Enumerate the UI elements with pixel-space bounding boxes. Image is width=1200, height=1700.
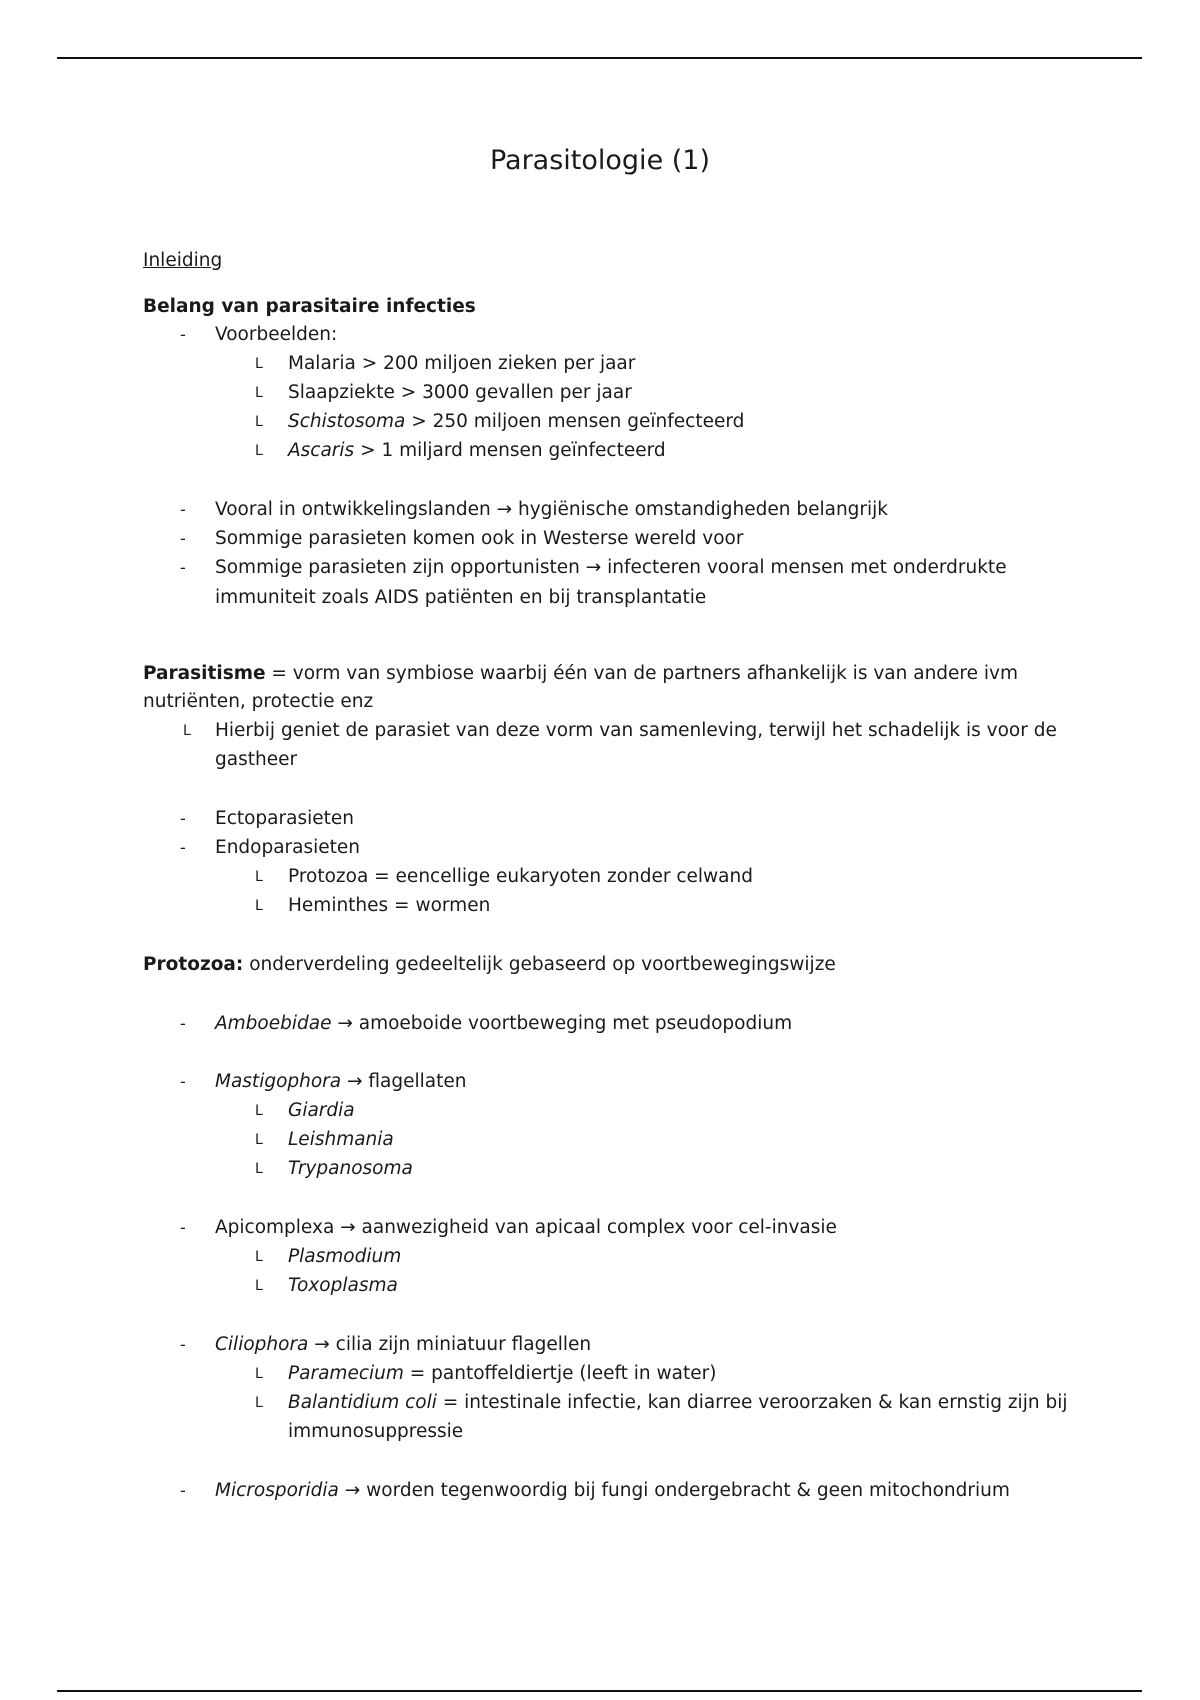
bullet-endoparasieten: Endoparasieten: [215, 837, 361, 858]
bullet-mastigophora: [215, 1069, 466, 1095]
trypanosoma-name: Trypanosoma: [288, 1158, 413, 1179]
protozoa-def: onderverdeling gedeeltelijk gebaseerd op voortbewegingswijze: [243, 954, 836, 975]
parasitisme-term: Parasitisme: [143, 663, 266, 684]
sub-marker: L: [255, 1103, 263, 1119]
example-ascaris-name: Ascaris: [288, 440, 355, 461]
dash-marker: -: [180, 325, 186, 344]
mast-leishmania: [288, 1127, 394, 1153]
microsporidia-desc: → worden tegenwoordig bij fungi ondergebracht & geen mitochondrium: [338, 1480, 1010, 1501]
balantidium-desc: = intestinale infectie, kan diarree veroorzaken & kan ernstig zijn bij: [436, 1392, 1068, 1413]
giardia-name: Giardia: [288, 1100, 355, 1121]
paramecium-name: Paramecium: [288, 1363, 404, 1384]
endo-heminthes: Heminthes = wormen: [288, 895, 491, 916]
bullet-ciliophora: [215, 1332, 591, 1358]
example-ascaris-text: > 1 miljard mensen geïnfecteerd: [354, 440, 666, 461]
api-plasmodium: [288, 1244, 401, 1270]
header-rule: [57, 57, 1142, 59]
parasitisme-definition: [143, 661, 1018, 687]
sub-marker: L: [255, 1132, 263, 1148]
bullet-ectoparasieten: Ectoparasieten: [215, 808, 354, 829]
amboebidae-name: Amboebidae: [215, 1013, 332, 1034]
ciliophora-name: Ciliophora: [215, 1334, 309, 1355]
protozoa-term: Protozoa:: [143, 954, 244, 975]
sub-marker: L: [255, 356, 263, 372]
sub-marker: L: [255, 1161, 263, 1177]
dash-marker: -: [180, 1218, 186, 1237]
cil-balantidium-cont: immunosuppressie: [288, 1421, 464, 1442]
voorbeelden-label: Voorbeelden:: [215, 324, 338, 345]
microsporidia-name: Microsporidia: [215, 1480, 339, 1501]
parasitisme-note-cont: gastheer: [215, 749, 298, 770]
leishmania-name: Leishmania: [288, 1129, 394, 1150]
dash-marker: -: [180, 809, 186, 828]
dash-marker: -: [180, 500, 186, 519]
heading-belang: [143, 294, 476, 320]
dash-marker: -: [180, 1014, 186, 1033]
example-schistosoma-name: Schistosoma: [288, 411, 406, 432]
mast-trypanosoma: [288, 1156, 413, 1182]
mastigophora-name: Mastigophora: [215, 1071, 342, 1092]
parasitisme-note: Hierbij geniet de parasiet van deze vorm van samenleving, terwijl het schadelijk is voor de: [215, 720, 1057, 741]
api-toxoplasma: [288, 1273, 398, 1299]
sub-marker: L: [255, 1278, 263, 1294]
paramecium-desc: = pantoffeldiertje (leeft in water): [403, 1363, 717, 1384]
sub-marker: L: [255, 1366, 263, 1382]
mast-giardia: [288, 1098, 355, 1124]
example-schistosoma: [288, 409, 744, 435]
heading-belang-text: Belang van parasitaire infecties: [143, 296, 476, 317]
dash-marker: -: [180, 1072, 186, 1091]
page-title: Parasitologie (1): [489, 145, 711, 176]
toxoplasma-name: Toxoplasma: [288, 1275, 398, 1296]
example-slaapziekte: Slaapziekte > 3000 gevallen per jaar: [288, 382, 632, 403]
amboebidae-desc: → amoeboide voortbeweging met pseudopodium: [331, 1013, 793, 1034]
cil-paramecium: [288, 1361, 716, 1387]
parasitisme-def: = vorm van symbiose waarbij één van de partners afhankelijk is van andere ivm: [265, 663, 1018, 684]
bullet-opportunisten-cont: immuniteit zoals AIDS patiënten en bij transplantatie: [215, 587, 707, 608]
bullet-westerse-wereld: Sommige parasieten komen ook in Westerse wereld voor: [215, 528, 744, 549]
dash-marker: -: [180, 1335, 186, 1354]
balantidium-name: Balantidium coli: [288, 1392, 437, 1413]
example-schistosoma-text: > 250 miljoen mensen geïnfecteerd: [405, 411, 745, 432]
endo-protozoa: Protozoa = eencellige eukaryoten zonder celwand: [288, 866, 753, 887]
sub-marker: L: [255, 385, 263, 401]
bullet-apicomplexa: Apicomplexa → aanwezigheid van apicaal complex voor cel-invasie: [215, 1217, 837, 1238]
mastigophora-desc: → flagellaten: [341, 1071, 467, 1092]
sub-marker: L: [255, 869, 263, 885]
example-ascaris: [288, 438, 666, 464]
sub-marker: L: [183, 723, 191, 739]
protozoa-definition: [143, 952, 836, 978]
dash-marker: -: [180, 838, 186, 857]
sub-marker: L: [255, 1249, 263, 1265]
bullet-opportunisten: Sommige parasieten zijn opportunisten → infecteren vooral mensen met onderdrukte: [215, 557, 1007, 578]
dash-marker: -: [180, 558, 186, 577]
example-malaria: Malaria > 200 miljoen zieken per jaar: [288, 353, 636, 374]
section-heading-inleiding: Inleiding: [143, 250, 223, 271]
dash-marker: -: [180, 529, 186, 548]
bullet-amboebidae: [215, 1011, 792, 1037]
footer-rule: [57, 1690, 1142, 1692]
plasmodium-name: Plasmodium: [288, 1246, 402, 1267]
bullet-ontwikkelingslanden: Vooral in ontwikkelingslanden → hygiënische omstandigheden belangrijk: [215, 499, 889, 520]
parasitisme-definition-cont: nutriënten, protectie enz: [143, 691, 374, 712]
cil-balantidium: [288, 1390, 1067, 1416]
ciliophora-desc: → cilia zijn miniatuur flagellen: [308, 1334, 592, 1355]
sub-marker: L: [255, 443, 263, 459]
bullet-microsporidia: [215, 1478, 1010, 1504]
sub-marker: L: [255, 898, 263, 914]
sub-marker: L: [255, 1395, 263, 1411]
dash-marker: -: [180, 1481, 186, 1500]
sub-marker: L: [255, 414, 263, 430]
